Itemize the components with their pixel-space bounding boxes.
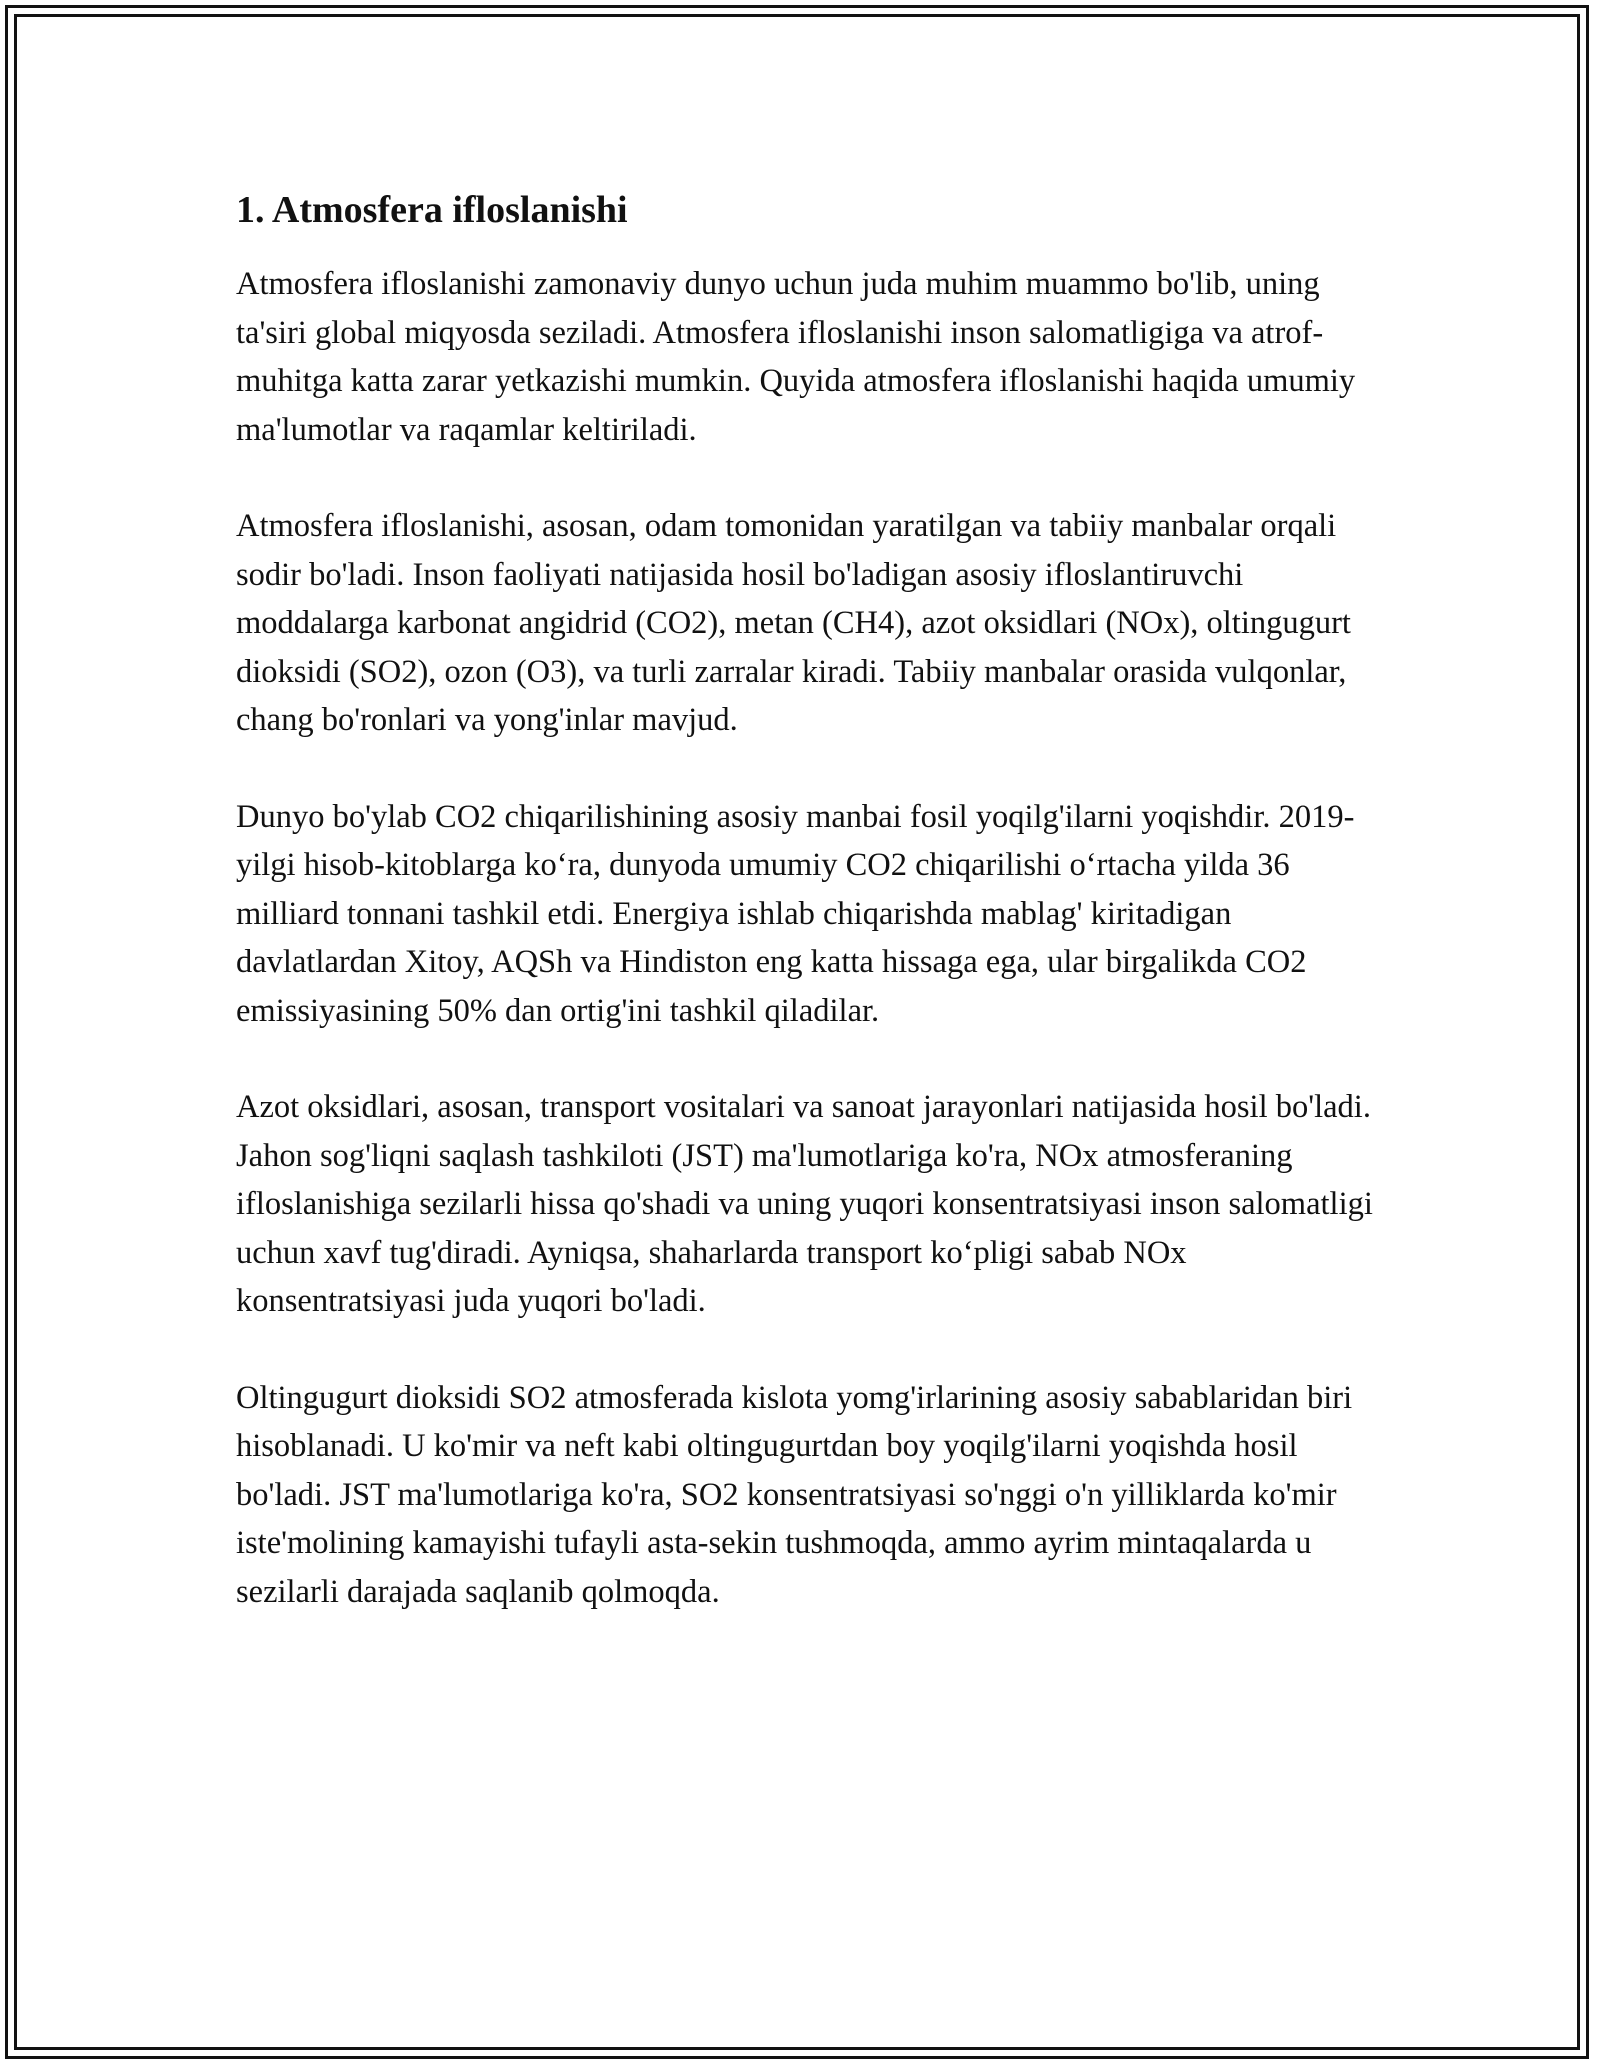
document-body bbox=[236, 186, 1376, 1664]
paragraph-sources: Atmosfera ifloslanishi, asosan, odam tomonidan yaratilgan va tabiiy manbalar orqali sodir bo'ladi. Inson faoliyati natijasida hosil bo'ladigan asosiy ifloslantiruvchi moddalarga karbonat angidrid (CO2), metan (CH4), azot oksidlari (NOx), oltingugurt dioksidi (SO2), ozon (O3), va turli zarralar kiradi. Tabiiy manbalar orasida vulqonlar, chang bo'ronlari va yong'inlar mavjud. bbox=[236, 508, 1351, 738]
paragraph-nox: Azot oksidlari, asosan, transport vositalari va sanoat jarayonlari natijasida hosil bo'ladi. Jahon sog'liqni saqlash tashkiloti (JST) ma'lumotlariga ko'ra, NOx atmosferaning ifloslanishiga sezilarli hissa qo'shadi va uning yuqori konsentratsiyasi inson salomatligi uchun xavf tug'diradi. Ayniqsa, shaharlarda transport ko‘pligi sabab NOx konsentratsiyasi juda yuqori bo'ladi. bbox=[236, 1089, 1373, 1319]
paragraph-intro: Atmosfera ifloslanishi zamonaviy dunyo uchun juda muhim muammo bo'lib, uning ta'siri global miqyosda seziladi. Atmosfera ifloslanishi inson salomatligiga va atrof-muhitga katta zarar yetkazishi mumkin. Quyida atmosfera ifloslanishi haqida umumiy ma'lumotlar va raqamlar keltiriladi. bbox=[236, 266, 1356, 448]
section-heading: 1. Atmosfera ifloslanishi bbox=[236, 189, 628, 231]
paragraph-so2: Oltingugurt dioksidi SO2 atmosferada kislota yomg'irlarining asosiy sabablaridan biri hisoblanadi. U ko'mir va neft kabi oltingugurtdan boy yoqilg'ilarni yoqishda hosil bo'ladi. JST ma'lumotlariga ko'ra, SO2 konsentratsiyasi so'nggi o'n yilliklarda ko'mir iste'molining kamayishi tufayli asta-sekin tushmoqda, ammo ayrim mintaqalarda u sezilarli darajada saqlanib qolmoqda. bbox=[236, 1379, 1353, 1610]
paragraph-co2: Dunyo bo'ylab CO2 chiqarilishining asosiy manbai fosil yoqilg'ilarni yoqishdir. 2019-yilgi hisob-kitoblarga ko‘ra, dunyoda umumiy CO2 chiqarilishi o‘rtacha yilda 36 milliard tonnani tashkil etdi. Energiya ishlab chiqarishda mablag' kiritadigan davlatlardan Xitoy, AQSh va Hindiston eng katta hissaga ega, ular birgalikda CO2 emissiyasining 50% dan ortig'ini tashkil qiladilar. bbox=[236, 798, 1355, 1029]
